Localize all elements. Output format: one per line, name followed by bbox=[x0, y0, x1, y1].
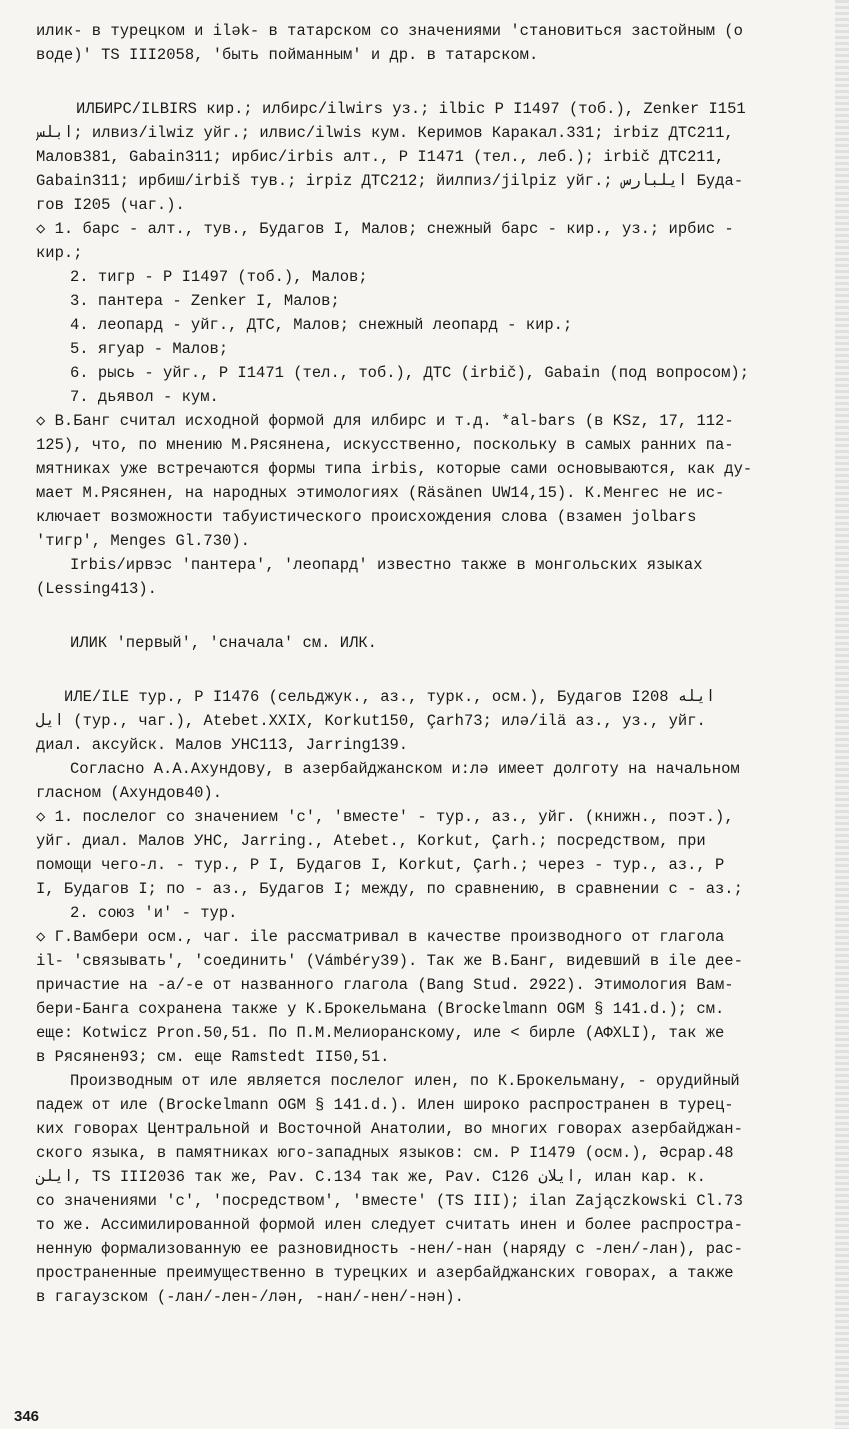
text-line: диал. аксуйск. Малов УНС113, Jarring139. bbox=[36, 736, 409, 754]
text-line: 4. леопард - уйг., ДТС, Малов; снежный леопард - кир.; bbox=[70, 316, 573, 334]
text-line: мятниках уже встречаются формы типа irbis, которые сами основываются, как ду- bbox=[36, 460, 753, 478]
text-line: со значениями 'с', 'посредством', 'вместе' (TS III); ilan Zajączkowski Cl.73 bbox=[36, 1192, 743, 1210]
text-line: илик- в турецком и ilək- в татарском со значениями 'становиться застойным (о bbox=[36, 22, 743, 40]
text-line: мает М.Рясянен, на народных этимологиях (Räsänen UW14,15). К.Менгес не ис- bbox=[36, 484, 725, 502]
text-line: 2. союз 'и' - тур. bbox=[70, 904, 238, 922]
text-line: падеж от иле (Brockelmann OGM § 141.d.). Илен широко распространен в турец- bbox=[36, 1096, 734, 1114]
text-line: в Рясянен93; см. еще Ramstedt II50,51. bbox=[36, 1048, 390, 1066]
text-line: еще: Kotwicz Pron.50,51. По П.М.Мелиоранскому, иле < бирле (АФXLI), так же bbox=[36, 1024, 725, 1042]
text-line: 5. ягуар - Малов; bbox=[70, 340, 229, 358]
text-line: бери-Банга сохранена также у К.Брокельмана (Brockelmann OGM § 141.d.); см. bbox=[36, 1000, 725, 1018]
text-line: il- 'связывать', 'соединить' (Vámbéry39). Так же В.Банг, видевший в ile дее- bbox=[36, 952, 743, 970]
text-line: 2. тигр - Р I1497 (тоб.), Малов; bbox=[70, 268, 368, 286]
text-line: 6. рысь - уйг., Р I1471 (тел., тоб.), ДТС (irbič), Gabain (под вопросом); bbox=[70, 364, 750, 382]
text-line: причастие на -а/-е от названного глагола (Bang Stud. 2922). Этимология Вам- bbox=[36, 976, 734, 994]
text-line: Gabain311; ирбиш/irbiš тув.; irpiz ДТС212; йилпиз/jilpiz уйг.; ايلبارس Буда- bbox=[36, 172, 744, 190]
text-line: Производным от иле является послелог илен, по К.Брокельману, - орудийный bbox=[70, 1072, 740, 1090]
text-line: ИЛБИРС/ILBIRS кир.; илбирс/ilwirs уз.; ilbic Р I1497 (тоб.), Zenker I151 bbox=[76, 100, 746, 118]
text-line: Irbis/ирвэс 'пантера', 'леопард' известно также в монгольских языках bbox=[70, 556, 703, 574]
scan-edge bbox=[835, 0, 849, 1429]
text-line: ИЛИК 'первый', 'сначала' см. ИЛК. bbox=[70, 634, 377, 652]
text-line: ◇ 1. послелог со значением 'с', 'вместе' - тур., аз., уйг. (книжн., поэт.), bbox=[36, 808, 734, 826]
text-line: воде)' TS III2058, 'быть пойманным' и др. в татарском. bbox=[36, 46, 539, 64]
text-line: пространенные преимущественно в турецких и азербайджанских говорах, а также bbox=[36, 1264, 734, 1282]
text-line: гов I205 (чаг.). bbox=[36, 196, 185, 214]
text-line: в гагаузском (-лан/-лен-/лəн, -нан/-нен/-нəн). bbox=[36, 1288, 464, 1306]
text-line: гласном (Ахундов40). bbox=[36, 784, 223, 802]
text-line: (Lessing413). bbox=[36, 580, 157, 598]
text-line: ключает возможности табуистического происхождения слова (взамен jolbars bbox=[36, 508, 697, 526]
text-line: ◇ 1. барс - алт., тув., Будагов I, Малов; снежный барс - кир., уз.; ирбис - bbox=[36, 220, 734, 238]
text-line: I, Будагов I; по - аз., Будагов I; между, по сравнению, в сравнении с - аз.; bbox=[36, 880, 743, 898]
text-line: ского языка, в памятниках юго-западных языков: см. Р I1479 (осм.), Əсрар.48 bbox=[36, 1144, 734, 1162]
text-line: ايلن, TS III2036 так же, Pav. C.134 так же, Pav. C126 ايلان, илан кар. к. bbox=[36, 1168, 706, 1186]
text-line: 'тигр', Menges Gl.730). bbox=[36, 532, 250, 550]
text-line: 3. пантера - Zenker I, Малов; bbox=[70, 292, 340, 310]
text-line: 125), что, по мнению М.Рясянена, искусственно, поскольку в самых ранних па- bbox=[36, 436, 734, 454]
text-line: ких говорах Центральной и Восточной Анатолии, во многих говорах азербайджан- bbox=[36, 1120, 743, 1138]
text-line: ИЛЕ/ILE тур., Р I1476 (сельджук., аз., турк., осм.), Будагов I208 ايله bbox=[64, 688, 716, 706]
text-line: уйг. диал. Малов УНС, Jarring., Atebet., Korkut, Çarh.; посредством, при bbox=[36, 832, 706, 850]
text-line: Согласно А.А.Ахундову, в азербайджанском и:лə имеет долготу на начальном bbox=[70, 760, 740, 778]
text-line: ◇ Г.Вамбери осм., чаг. ile рассматривал в качестве производного от глагола bbox=[36, 928, 725, 946]
page-number: 346 bbox=[14, 1408, 40, 1425]
text-line: помощи чего-л. - тур., Р I, Будагов I, Korkut, Çarh.; через - тур., аз., Р bbox=[36, 856, 725, 874]
text-line: ابلس; илвиз/ilwiz уйг.; илвис/ilwis кум. Керимов Каракал.331; irbiz ДТС211, bbox=[36, 124, 734, 142]
text-line: ◇ В.Банг считал исходной формой для илбирс и т.д. *al-bars (в KSz, 17, 112- bbox=[36, 412, 734, 430]
text-line: 7. дьявол - кум. bbox=[70, 388, 219, 406]
text-line: кир.; bbox=[36, 244, 83, 262]
text-line: Малов381, Gabain311; ирбис/irbis алт., Р I1471 (тел., леб.); irbič ДТС211, bbox=[36, 148, 725, 166]
text-line: ايل (тур., чаг.), Atebet.XXIX, Korkut150, Çarh73; илə/ilä аз., уз., уйг. bbox=[36, 712, 706, 730]
text-line: ненную формализованную ее разновидность -нен/-нан (наряду с -лен/-лан), рас- bbox=[36, 1240, 743, 1258]
text-line: то же. Ассимилированной формой илен следует считать инен и более распростра- bbox=[36, 1216, 743, 1234]
